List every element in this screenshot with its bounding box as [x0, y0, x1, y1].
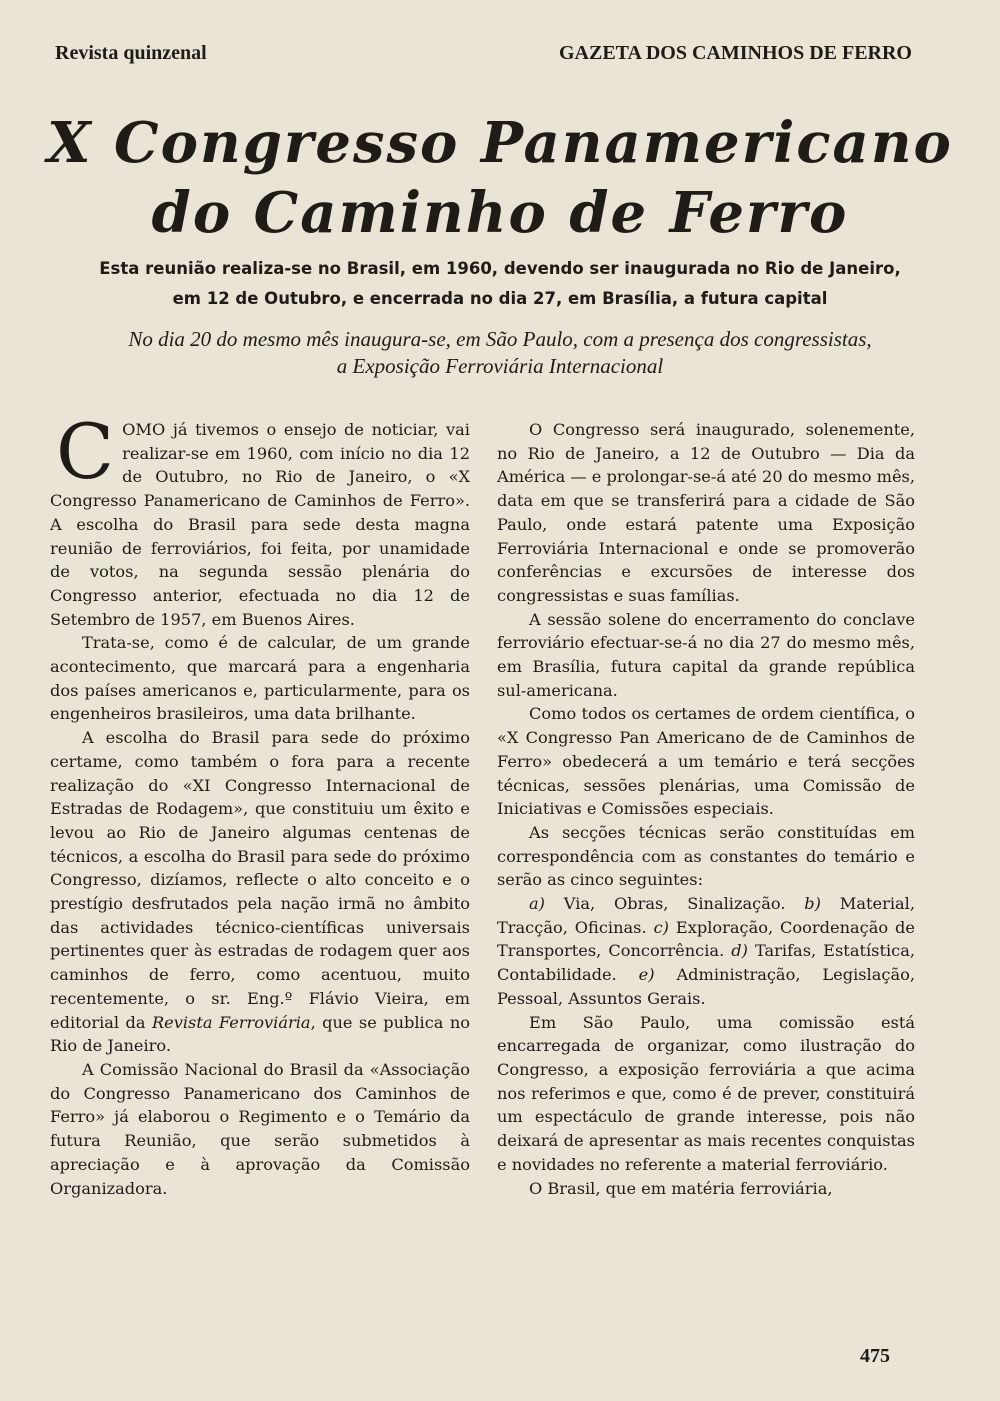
list-item: Via, Obras, Sinalização. [544, 894, 805, 914]
running-header [55, 42, 912, 65]
list-item: Tarifas, Estatística, Contabilidade. [497, 941, 915, 985]
list-item: Material, Tracção, Oficinas. [497, 894, 915, 937]
right-column [497, 418, 915, 1200]
paragraph-text: OMO já tivemos o ensejo de noticiar, vai realizar-se em 1960, com início no dia 12 de Outubro, no Rio de Janeiro, o «X Congresso Panamericano de Caminhos de Ferro». A escolha do Brasil para sede desta magna reunião de ferroviários, foi feita, por unamidade de votos, na segunda sessão plenária do Congresso anterior, efectuada no dia 12 de Setembro de 1957, em Buenos Aires. [50, 420, 470, 629]
paragraph [50, 726, 470, 1058]
title-line-1: X Congresso Panamericano [47, 110, 953, 176]
paragraph: O Brasil, que em matéria ferroviária, [529, 1178, 833, 1198]
list-key: d) [731, 941, 748, 961]
left-column [50, 407, 471, 1200]
section-list [497, 892, 915, 1011]
list-key: e) [638, 965, 655, 985]
subtitle-line-2: em 12 de Outubro, e encerrada no dia 27, em Brasília, a futura capital [172, 289, 828, 308]
paragraph: O Congresso será inaugurado, solenemente, no Rio de Janeiro, a 12 de Outubro — Dia da América — e prolongar-se-á até 20 do mesmo mês, data em que se transferirá para a cidade de São Paulo, onde estará patente uma Exposição Ferroviária Internacional e onde se promoverão conferências e excursões de interesse dos congressistas e suas famílias. [497, 420, 915, 605]
paragraph-text: A escolha do Brasil para sede do próximo certame, como também o fora para a recente realização do «XI Congresso Internacional de Estradas de Rodagem», que constituiu um êxito e levou ao Rio de Janeiro algumas centenas de técnicos, a escolha do Brasil para sede do próximo Congresso, dizíamos, reflecte o alto conceito e o prestígio desfrutados pela nação irmã no âmbito das actividades técnico-científicas universais pertinentes quer às estradas de rodagem quer aos caminhos de ferro, como acentuou, muito recentemente, o sr. Eng.º Flávio Vieira, em editorial da [50, 728, 470, 1032]
list-key: b) [804, 894, 821, 914]
publication-name: Revista Ferroviária [151, 1012, 311, 1032]
article-deck [50, 326, 950, 380]
page-number: 475 [860, 1345, 890, 1367]
paragraph: A Comissão Nacional do Brasil da «Associação do Congresso Panamericano dos Caminhos de Ferro» já elaborou o Regimento e o Temário da futura Reunião, que serão submetidos à apreciação e à aprovação da Comissão Organizadora. [50, 1059, 470, 1198]
list-key: a) [529, 894, 545, 914]
drop-cap: C [56, 407, 115, 496]
title-line-2: do Caminho de Ferro [151, 180, 849, 246]
list-item: Exploração, Coordenação de Transportes, Concorrência. [497, 917, 915, 961]
paragraph-text: , que se publica no Rio de Janeiro. [50, 1012, 471, 1056]
deck-line-1: No dia 20 do mesmo mês inaugura-se, em São Paulo, com a presença dos congressistas, [128, 327, 872, 351]
article-title [40, 108, 960, 248]
paragraph: A sessão solene do encerramento do conclave ferroviário efectuar-se-á no dia 27 do mesmo mês, em Brasília, futura capital da grande república sul-americana. [497, 609, 915, 700]
paragraph: Trata-se, como é de calcular, de um grande acontecimento, que marcará para a engenharia dos países americanos e, particularmente, para os engenheiros brasileiros, uma data brilhante. [50, 633, 470, 724]
deck-line-2: a Exposição Ferroviária Internacional [336, 354, 664, 378]
paragraph: Como todos os certames de ordem científica, o «X Congresso Pan Americano de de Caminhos de Ferro» obedecerá a um temário e terá secções técnicas, sessões plenárias, uma Comissão de Iniciativas e Comissões especiais. [497, 704, 915, 819]
subtitle-line-1: Esta reunião realiza-se no Brasil, em 1960, devendo ser inaugurada no Rio de Janeiro, [99, 259, 901, 278]
header-left: Revista quinzenal [55, 42, 207, 64]
header-right: GAZETA DOS CAMINHOS DE FERRO [558, 42, 912, 64]
article-subtitle [50, 254, 950, 314]
paragraph: As secções técnicas serão constituídas em correspondência com as constantes do temário e serão as cinco seguintes: [497, 822, 915, 890]
list-item: Administração, Legislação, Pessoal, Assuntos Gerais. [497, 965, 915, 1008]
paragraph: Em São Paulo, uma comissão está encarregada de organizar, como ilustração do Congresso, a exposição ferroviária a que acima nos referimos e que, como é de prever, constituirá um espectáculo de grande interesse, pois não deixará de apresentar as mais recentes conquistas e novidades no referente a material ferroviário. [497, 1012, 915, 1174]
paragraph [50, 407, 470, 631]
list-key: c) [653, 917, 669, 937]
